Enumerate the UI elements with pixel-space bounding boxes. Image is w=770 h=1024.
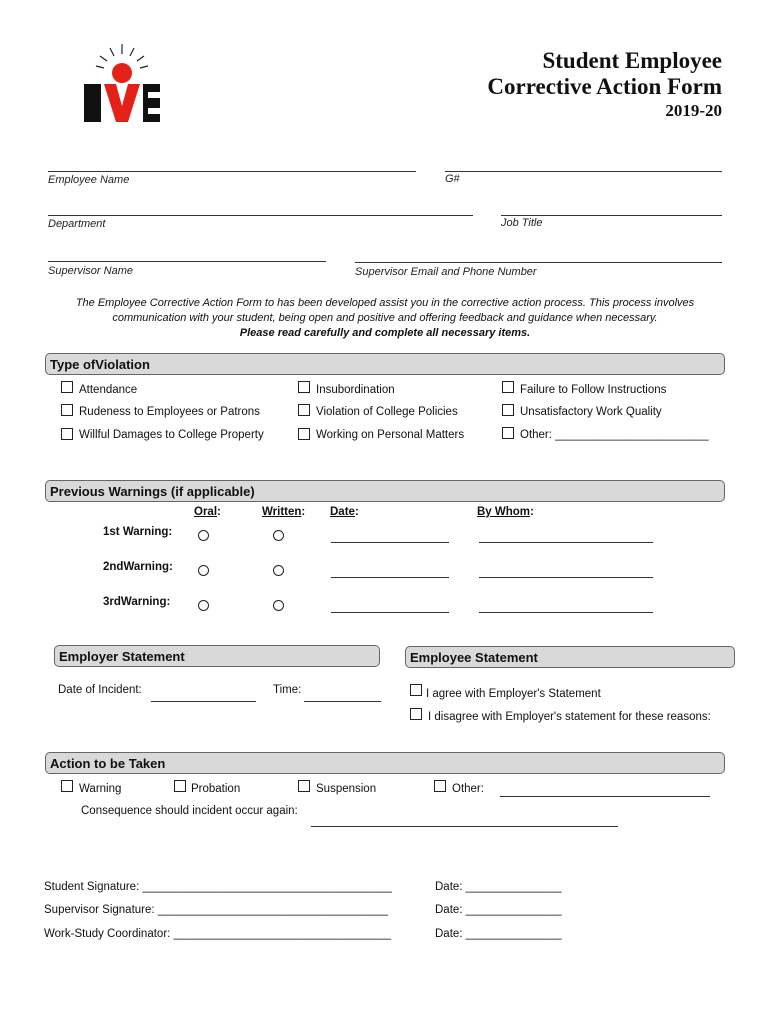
warning-3-date-line[interactable] bbox=[331, 612, 449, 613]
warning-row-2-label: 2ndWarning: bbox=[103, 561, 173, 573]
col-date: Date: bbox=[330, 506, 359, 518]
supervisor-signature-date[interactable]: Date: _______________ bbox=[435, 904, 562, 916]
warning-row-1-label: 1st Warning: bbox=[103, 526, 173, 538]
label-suspension: Suspension bbox=[316, 783, 377, 795]
consequence-line[interactable] bbox=[311, 826, 618, 827]
label-other-violation: Other: ________________________ bbox=[520, 429, 709, 441]
label-violation-policies: Violation of College Policies bbox=[316, 406, 458, 418]
warning-1-by-line[interactable] bbox=[479, 542, 653, 543]
checkbox-other-action[interactable] bbox=[434, 780, 446, 792]
warning-1-date-line[interactable] bbox=[331, 542, 449, 543]
label-other-action: Other: bbox=[452, 783, 484, 795]
label-rudeness: Rudeness to Employees or Patrons bbox=[79, 406, 260, 418]
supervisor-name-label: Supervisor Name bbox=[48, 265, 133, 277]
other-action-line[interactable] bbox=[500, 796, 710, 797]
checkbox-other-violation[interactable] bbox=[502, 427, 514, 439]
label-personal-matters: Working on Personal Matters bbox=[316, 429, 465, 441]
checkbox-agree[interactable] bbox=[410, 684, 422, 696]
warning-3-by-line[interactable] bbox=[479, 612, 653, 613]
checkbox-willful-damages[interactable] bbox=[61, 428, 73, 440]
checkbox-disagree[interactable] bbox=[410, 708, 422, 720]
checkbox-warning[interactable] bbox=[61, 780, 73, 792]
date-of-incident-label: Date of Incident: bbox=[58, 684, 142, 696]
intro-line1: The Employee Corrective Action Form to has been developed assist you in the corrective action process. This process involves bbox=[75, 297, 695, 309]
intro-line3: Please read carefully and complete all necessary items. bbox=[239, 327, 531, 339]
checkbox-failure-to-follow[interactable] bbox=[502, 381, 514, 393]
employee-name-label: Employee Name bbox=[48, 174, 130, 186]
student-signature-field[interactable]: Student Signature: _______________________________________ bbox=[44, 881, 392, 893]
oral-radio-1[interactable] bbox=[198, 530, 209, 541]
form-title-line2: Corrective Action Form bbox=[487, 74, 722, 99]
supervisor-signature-field[interactable]: Supervisor Signature: ____________________________________ bbox=[44, 904, 389, 916]
date-of-incident-line[interactable] bbox=[151, 701, 256, 702]
col-by-whom: By Whom: bbox=[477, 506, 534, 518]
job-title-line[interactable] bbox=[501, 215, 722, 216]
oral-radio-3[interactable] bbox=[198, 600, 209, 611]
col-oral: Oral: bbox=[194, 506, 221, 518]
consequence-label: Consequence should incident occur again: bbox=[81, 805, 298, 817]
time-label: Time: bbox=[273, 684, 302, 696]
warning-row-3-label: 3rdWarning: bbox=[103, 596, 171, 608]
form-year: 2019-20 bbox=[665, 101, 722, 120]
employee-statement-header: Employee Statement bbox=[405, 646, 735, 668]
college-logo bbox=[82, 40, 166, 124]
label-warning: Warning bbox=[79, 783, 122, 795]
job-title-label: Job Title bbox=[501, 217, 543, 229]
written-radio-2[interactable] bbox=[273, 565, 284, 576]
checkbox-insubordination[interactable] bbox=[298, 381, 310, 393]
intro-line2: communication with your student, being open and positive and offering feedback and guidance when necessary. bbox=[112, 312, 658, 324]
violation-section-header: Type ofViolation bbox=[45, 353, 725, 375]
written-radio-3[interactable] bbox=[273, 600, 284, 611]
checkbox-attendance[interactable] bbox=[61, 381, 73, 393]
checkbox-probation[interactable] bbox=[174, 780, 186, 792]
label-insubordination: Insubordination bbox=[316, 384, 395, 396]
warning-2-by-line[interactable] bbox=[479, 577, 653, 578]
written-radio-1[interactable] bbox=[273, 530, 284, 541]
warnings-section-header: Previous Warnings (if applicable) bbox=[45, 480, 725, 502]
g-number-line[interactable] bbox=[445, 171, 722, 172]
checkbox-violation-policies[interactable] bbox=[298, 404, 310, 416]
supervisor-contact-label: Supervisor Email and Phone Number bbox=[355, 266, 537, 278]
label-disagree: I disagree with Employer's statement for these reasons: bbox=[428, 711, 711, 723]
col-written: Written: bbox=[262, 506, 306, 518]
g-number-label: G# bbox=[445, 173, 460, 185]
oral-radio-2[interactable] bbox=[198, 565, 209, 576]
label-probation: Probation bbox=[191, 783, 241, 795]
checkbox-work-quality[interactable] bbox=[502, 404, 514, 416]
student-signature-date[interactable]: Date: _______________ bbox=[435, 881, 562, 893]
checkbox-rudeness[interactable] bbox=[61, 404, 73, 416]
department-line[interactable] bbox=[48, 215, 473, 216]
supervisor-name-line[interactable] bbox=[48, 261, 326, 262]
coordinator-signature-field[interactable]: Work-Study Coordinator: __________________________________ bbox=[44, 928, 391, 940]
time-line[interactable] bbox=[304, 701, 381, 702]
label-agree: I agree with Employer's Statement bbox=[426, 688, 601, 700]
employee-name-line[interactable] bbox=[48, 171, 416, 172]
label-failure-to-follow: Failure to Follow Instructions bbox=[520, 384, 667, 396]
employer-statement-header: Employer Statement bbox=[54, 645, 380, 667]
label-attendance: Attendance bbox=[79, 384, 138, 396]
label-work-quality: Unsatisfactory Work Quality bbox=[520, 406, 662, 418]
action-section-header: Action to be Taken bbox=[45, 752, 725, 774]
warning-2-date-line[interactable] bbox=[331, 577, 449, 578]
label-willful-damages: Willful Damages to College Property bbox=[79, 429, 264, 441]
coordinator-signature-date[interactable]: Date: _______________ bbox=[435, 928, 562, 940]
checkbox-suspension[interactable] bbox=[298, 780, 310, 792]
supervisor-contact-line[interactable] bbox=[355, 262, 722, 263]
checkbox-personal-matters[interactable] bbox=[298, 428, 310, 440]
department-label: Department bbox=[48, 218, 106, 230]
form-title-line1: Student Employee bbox=[542, 48, 722, 73]
